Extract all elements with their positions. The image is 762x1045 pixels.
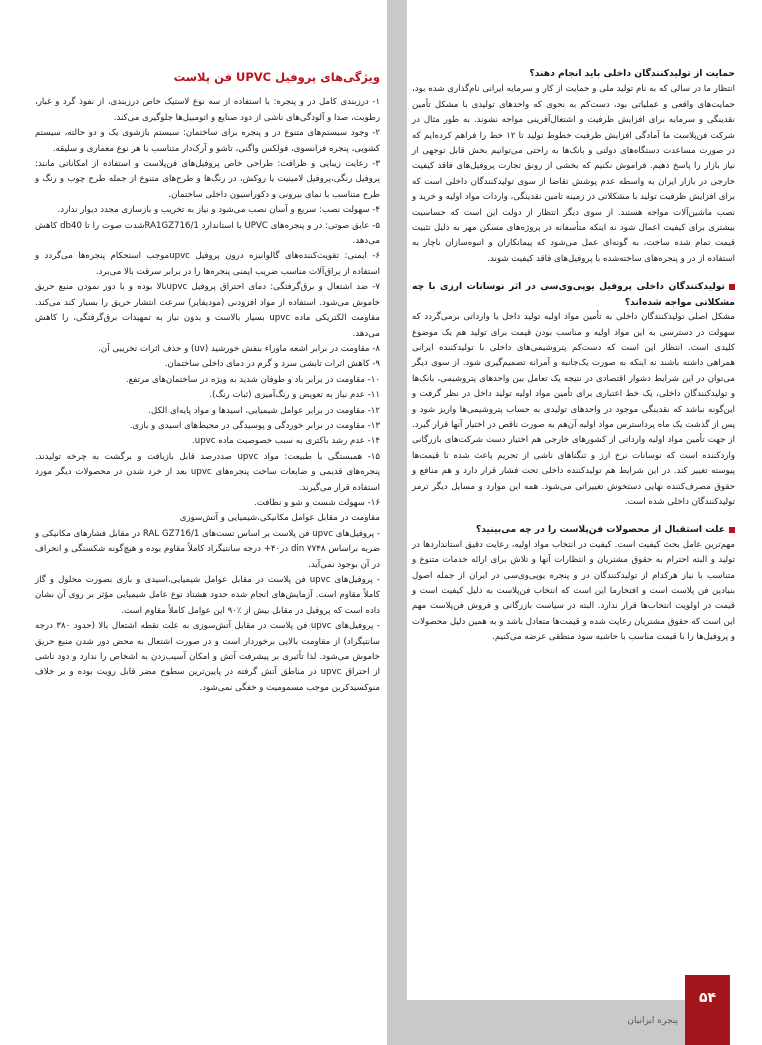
feature-item: ۱۴- عدم رشد باکتری به سبب خصوصیت ماده upvc. xyxy=(192,436,380,447)
feature-item: ۱۲- مقاومت در برابر عوامل شیمیایی، اسیدها و مواد پایه‌ای الکل. xyxy=(148,405,380,416)
feature-item: ۱۵- همبستگی با طبیعت: مواد upvc صددرصد قابل بازیافت و برگشت به چرخه تولیدند. پنجره‌های قدیمی و ضایعات ساخت پنجره‌های upvc بعد از خرد شدن در محصولات دیگر مورد استفاده قرار می‌گیرند. xyxy=(35,451,381,493)
resistance-item: - پروفیل‌های upvc فن پلاست در مقابل آتش‌سوزی به علت نقطه اشتعال بالا (حدود ۳۸۰ درجه سانتیگراد) از مقاومت بالایی برخوردار است و در صورت اشتعال به محض دور شدن منبع حریق خاموش می‌شود. لذا تأثیری بر پیشرفت آتش و امکان آسیب‌زدن به اشخاص را ندارد و دود ناشی از احتراق upvc در مناطق آتش گرفته در پایین‌ترین سطوح مضر قابل رویت بوده و بر خلاف منوکسیدکربن موجب مسمومیت و خفگی نمی‌شود. xyxy=(35,621,380,693)
column-divider-band xyxy=(387,0,407,1045)
feature-item: ۹- کاهش اثرات تابشی سرد و گرم در دمای داخلی ساختمان. xyxy=(164,359,380,370)
section-heading: حمایت از تولیدکنندگان داخلی باید انجام دهند؟ xyxy=(529,68,735,79)
feature-item: ۵- عایق صوتی: در و پنجره‌های UPVC با استاندارد RA1GZ716/1شدت صوت را تا db40 کاهش می‌دهد. xyxy=(35,220,380,247)
feature-item: ۴- سهولت نصب: سریع و آسان نصب می‌شود و نیاز به تخریب و بازسازی مجدد دیوار ندارد. xyxy=(57,205,380,216)
feature-item: ۸- مقاومت در برابر اشعه ماوراء بنفش خورشید (uv) و حذف اثرات تخریبی آن. xyxy=(98,343,380,354)
feature-item: ۱۱- عدم نیاز به تعویض و رنگ‌آمیزی (ثبات رنگ). xyxy=(209,390,380,401)
right-column xyxy=(412,66,735,658)
feature-item: ۷- ضد اشتعال و برق‌گرفتگی: دمای احتراق پروفیل upvcبالا بوده و با دور نمودن منبع حریق خاموش می‌شود. استفاده از مواد افزودنی (مودیفایر) سرعت انتشار حریق را بسیار کند می‌کند. مقاومت الکتریکی ماده upvc بسیار بالاست و بدون نیاز به تمهیدات برق‌گرفتگی، را کاهش می‌دهد. xyxy=(35,282,380,339)
resistance-item: - پروفیل‌های upvc فن پلاست بر اساس تست‌های RAL GZ716/1 در مقابل فشارهای مکانیکی و ضربه براساس din ۷۷۴۸ در۴۰+ درجه سانتیگراد کاملاً مقاوم بوده و هیچ‌گونه شکستگی و انحراف در آن بوجود نمی‌آید. xyxy=(35,528,381,570)
left-column xyxy=(35,66,380,696)
feature-item: ۱- درزبندی کامل در و پنجره: با استفاده از سه نوع لاستیک خاص درزبندی، از نفوذ گرد و غبار، رطوبت، صدا و آلودگی‌های ناشی از دود صنایع و اتومبیل‌ها جلوگیری می‌کند. xyxy=(35,97,380,123)
section-body: مهم‌ترین عامل بحث کیفیت است. کیفیت در انتخاب مواد اولیه، رعایت دقیق استانداردها در تولید و البته احترام به حقوق مشتریان و انتظارات آنها و تلاش برای ارائه خدمات متنوع و متناسب با نیاز هرکدام از تولیدکنندگان در و پنجره یوپی‌وی‌سی در ایران از جمله اصول بنیادین فن پلاست است و افتخارما این است که انتخاب فن‌پلاست به دلیل کیفیت است و قیمت در اولویت انتخاب‌ها قرار ندارد. البته در سیاست بازرگانی و فروش فن‌پلاست مهم این است که حقوق مشتریان رعایت شده و قیمت‌ها متعادل باشد و به همین دلیل محصولات و پروفیل‌ها را با قیمت مناسب با حاشیه سود منطقی عرضه می‌کنیم. xyxy=(412,539,735,643)
resistance-item: - پروفیل‌های upvc فن پلاست در مقابل عوامل شیمیایی،اسیدی و بازی بصورت محلول و گاز کاملاً مقاوم است. آزمایش‌های انجام شده حدود هشتاد نوع عامل شیمیایی مؤثر بر روی آن نشان داده است که پروفیل در مقابل بیش از ٪۹۰ این عوامل کاملاً مقاوم است. xyxy=(35,575,380,616)
feature-item: ۱۳- مقاومت در برابر خوردگی و پوسیدگی در محیط‌های اسیدی و بازی. xyxy=(129,420,380,431)
feature-item: ۲- وجود سیستم‌های متنوع در و پنجره برای ساختمان: سیستم بازشوی یک و دو حالته، سیستم کشویی، پنجره فرانسوی، فولکس واگنی، تاشو و آرک‌دار متناسب با هر نوع معماری و سلیقه. xyxy=(35,128,380,154)
section-heading xyxy=(412,522,735,537)
feature-item: ۱۶- سهولت شست و شو و نظافت. xyxy=(254,497,380,508)
page-number: ۵۴ xyxy=(698,990,717,1006)
magazine-name: پنجره ایرانیان xyxy=(627,1016,678,1026)
feature-item: ۳- رعایت زیبایی و ظرافت: طراحی خاص پروفیل‌های فن‌پلاست و استفاده از امکاناتی مانند: پروفیل رنگی،پروفیل لامینیت یا روکش، در رنگ‌ها و طرح‌های متنوع از جمله طرح چوب و رنگ و طرح متناسب با نمای بیرونی و دکوراسیون داخلی ساختمان. xyxy=(35,159,380,200)
resistance-subheading: مقاومت در مقابل عوامل مکانیکی،شیمیایی و آتش‌سوزی xyxy=(179,513,380,524)
bullet-square-icon xyxy=(729,527,735,533)
section-heading xyxy=(412,279,735,310)
feature-item: ۶- ایمنی: تقویت‌کننده‌های گالوانیزه درون پروفیل upvcموجب استحکام پنجره‌ها می‌گردد و استفاده از یراق‌آلات مناسب ضریب ایمنی پنجره‌ها را در برابر سرقت بالا می‌برد. xyxy=(35,251,380,277)
section-heading-text: علت استقبال از محصولات فن‌پلاست را در چه می‌بینید؟ xyxy=(475,524,725,536)
features-title: ویژگی‌های پروفیل UPVC فن پلاست xyxy=(173,70,380,84)
bullet-square-icon xyxy=(729,284,735,290)
features-list xyxy=(35,95,380,696)
section-body: مشکل اصلی تولیدکنندگان داخلی به تأمین مواد اولیه تولید داخل یا وارداتی برمی‌گردد که سهولت در دسترسی به این مواد اولیه و مناسب بودن قیمت برای تولید هم یک موضوع کلیدی است. انتظار این است که دست‌کم پتروشیمی‌های داخلی با تولیدکننده ایرانی همراهی داشته باشند نه اینکه به صورت یک‌جانبه و آمرانه تصمیم‌گیری شود. از سوی دیگر می‌توان در این شرایط دشوار اقتصادی در نتیجه یک تعامل بین واحدهای پتروشیمی، بانک‌ها و تولیدکنندگان داخلی، یک خط اعتباری برای تأمین مواد اولیه تولید داخل در نظر گرفت و این‌گونه نباشد که نقدینگی موجود در واحدهای تولیدی به حساب پتروشیمی‌ها واریز شود و پس از گذشت یک ماه پرداسترس مواد اولیه آن‌هم به صورت ناقص در اختیار آنها قرار گیرد. از جهت تأمین مواد اولیه وارداتی از کشورهای خارجی هم اختیار دست شرکت‌های بازرگانی واردکننده است که نوسانات نرخ ارز و تنگناهای ناشی از تحریم باعث شده تا قیمت‌ها پیوسته تغییر کند. در این شرایط هم تولیدکننده داخلی تحت فشار قرار دارد و هم منافع و حقوق مصرف‌کننده نهایی دستخوش تغییراتی می‌شود. همه این موارد و مسایل دیگر ترمز تولیدکنندگان داخلی شده است. xyxy=(412,312,735,507)
page-number-tab xyxy=(685,975,730,1045)
section-heading-text: تولیدکنندگان داخلی پروفیل یوپی‌وی‌سی در اثر نوسانات ارزی با چه مشکلاتی مواجه شده‌اند؟ xyxy=(412,281,735,308)
section-body: انتظار ما در سالی که به نام تولید ملی و حمایت از کار و سرمایه ایرانی نام‌گذاری شده بود، حمایت‌های واقعی و عملیاتی بود، دست‌کم به نحوی که واحدهای تولیدی با مشکل تأمین نقدینگی و سرمایه برای افزایش ظرفیت و اشتغال‌آفرینی مواجه نشوند. به طور مثال در شرکت فن‌پلاست ما آمادگی افزایش ظرفیت خطوط تولید تا ۱۲ خط را فراهم کرده‌ایم که در صورت مساعدت دستگاه‌های دولتی و بانک‌ها به راحتی می‌توانیم بخش قابل توجهی از نیاز بازار را پاسخ دهیم. فراموش نکنیم که بخشی از رونق تجارت پروفیل‌های فاقد کیفیت خارجی در بازار ایران به واسطه عدم پوشش تقاضا از سوی تولیدکنندگان داخلی است که برای افزایش ظرفیت تولید با مشکلاتی در زمینه تامین نقدینگی، واردات مواد اولیه و خرید و نصب ماشین‌آلات مواجه هستند. از سوی دیگر انتظار از دولت این است که حساسیت بیشتری برای کیفیت اعمال شود نه اینکه متأسفانه در پروژه‌های مسکن مهر به دلیل تثبیت قیمت تمام شده ساخت، به گونه‌ای عمل می‌شود که پیمانکاران و انبوه‌سازان ناچار به استفاده از در و پنجره‌های ساخته‌شده با پروفیل‌های فاقد کیفیت شوند. xyxy=(412,84,735,264)
feature-item: ۱۰- مقاومت در برابر باد و طوفان شدید به ویژه در ساختمان‌های مرتفع. xyxy=(125,374,380,385)
